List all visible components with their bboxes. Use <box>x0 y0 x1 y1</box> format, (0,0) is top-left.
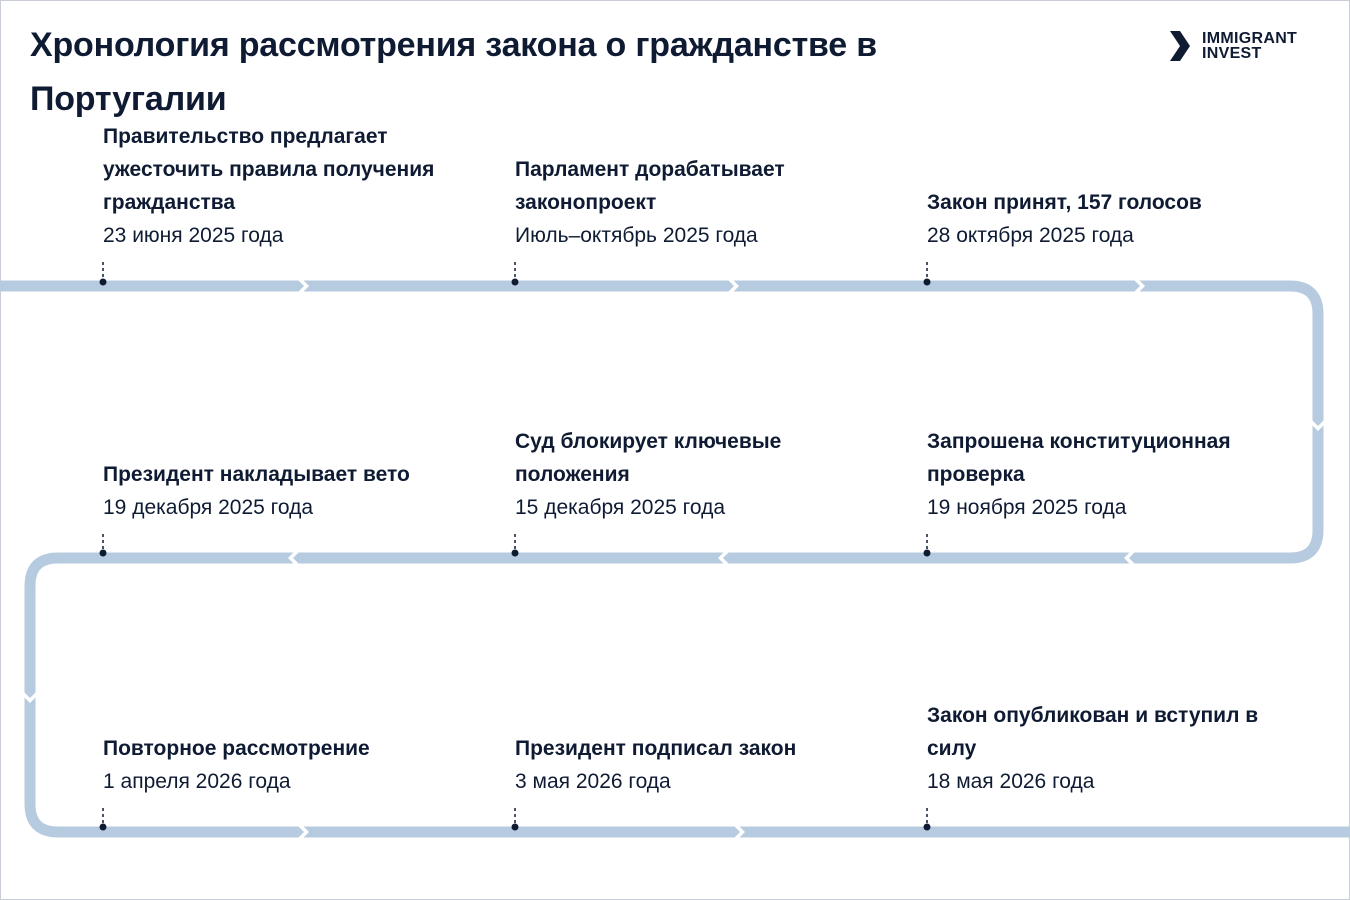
event-date: 28 октября 2025 года <box>927 224 1134 247</box>
event-title: Повторное рассмотрение <box>103 737 370 760</box>
timeline-event <box>103 112 483 252</box>
event-date: 19 декабря 2025 года <box>103 496 314 519</box>
timeline-event <box>515 384 895 524</box>
logo-line-1: IMMIGRANT <box>1202 30 1298 47</box>
event-title: Правительство предлагает ужесточить правила получения гражданства <box>103 125 435 214</box>
event-title: Закон опубликован и вступил в силу <box>927 704 1259 760</box>
event-date: 3 мая 2026 года <box>515 770 671 793</box>
event-title: Президент подписал закон <box>515 737 797 760</box>
event-title: Закон принят, 157 голосов <box>927 191 1202 214</box>
page-title: Хронология рассмотрения закона о гражданстве в Португалии <box>30 26 877 118</box>
event-date: 15 декабря 2025 года <box>515 496 726 519</box>
timeline-event <box>103 658 483 798</box>
event-title: Парламент дорабатывает законопроект <box>515 158 785 214</box>
timeline-event <box>515 658 895 798</box>
event-title: Запрошена конституционная проверка <box>927 430 1231 486</box>
timeline-event <box>103 384 483 524</box>
event-title: Президент накладывает вето <box>103 463 410 486</box>
event-date: Июль–октябрь 2025 года <box>515 224 758 247</box>
timeline-event <box>515 112 895 252</box>
logo-line-2: INVEST <box>1202 45 1262 62</box>
event-date: 1 апреля 2026 года <box>103 770 291 793</box>
event-title: Суд блокирует ключевые положения <box>515 430 782 486</box>
event-date: 18 мая 2026 года <box>927 770 1095 793</box>
event-date: 19 ноября 2025 года <box>927 496 1127 519</box>
event-date: 23 июня 2025 года <box>103 224 284 247</box>
timeline-event <box>927 658 1307 798</box>
timeline-event <box>927 112 1307 252</box>
timeline-event <box>927 384 1307 524</box>
